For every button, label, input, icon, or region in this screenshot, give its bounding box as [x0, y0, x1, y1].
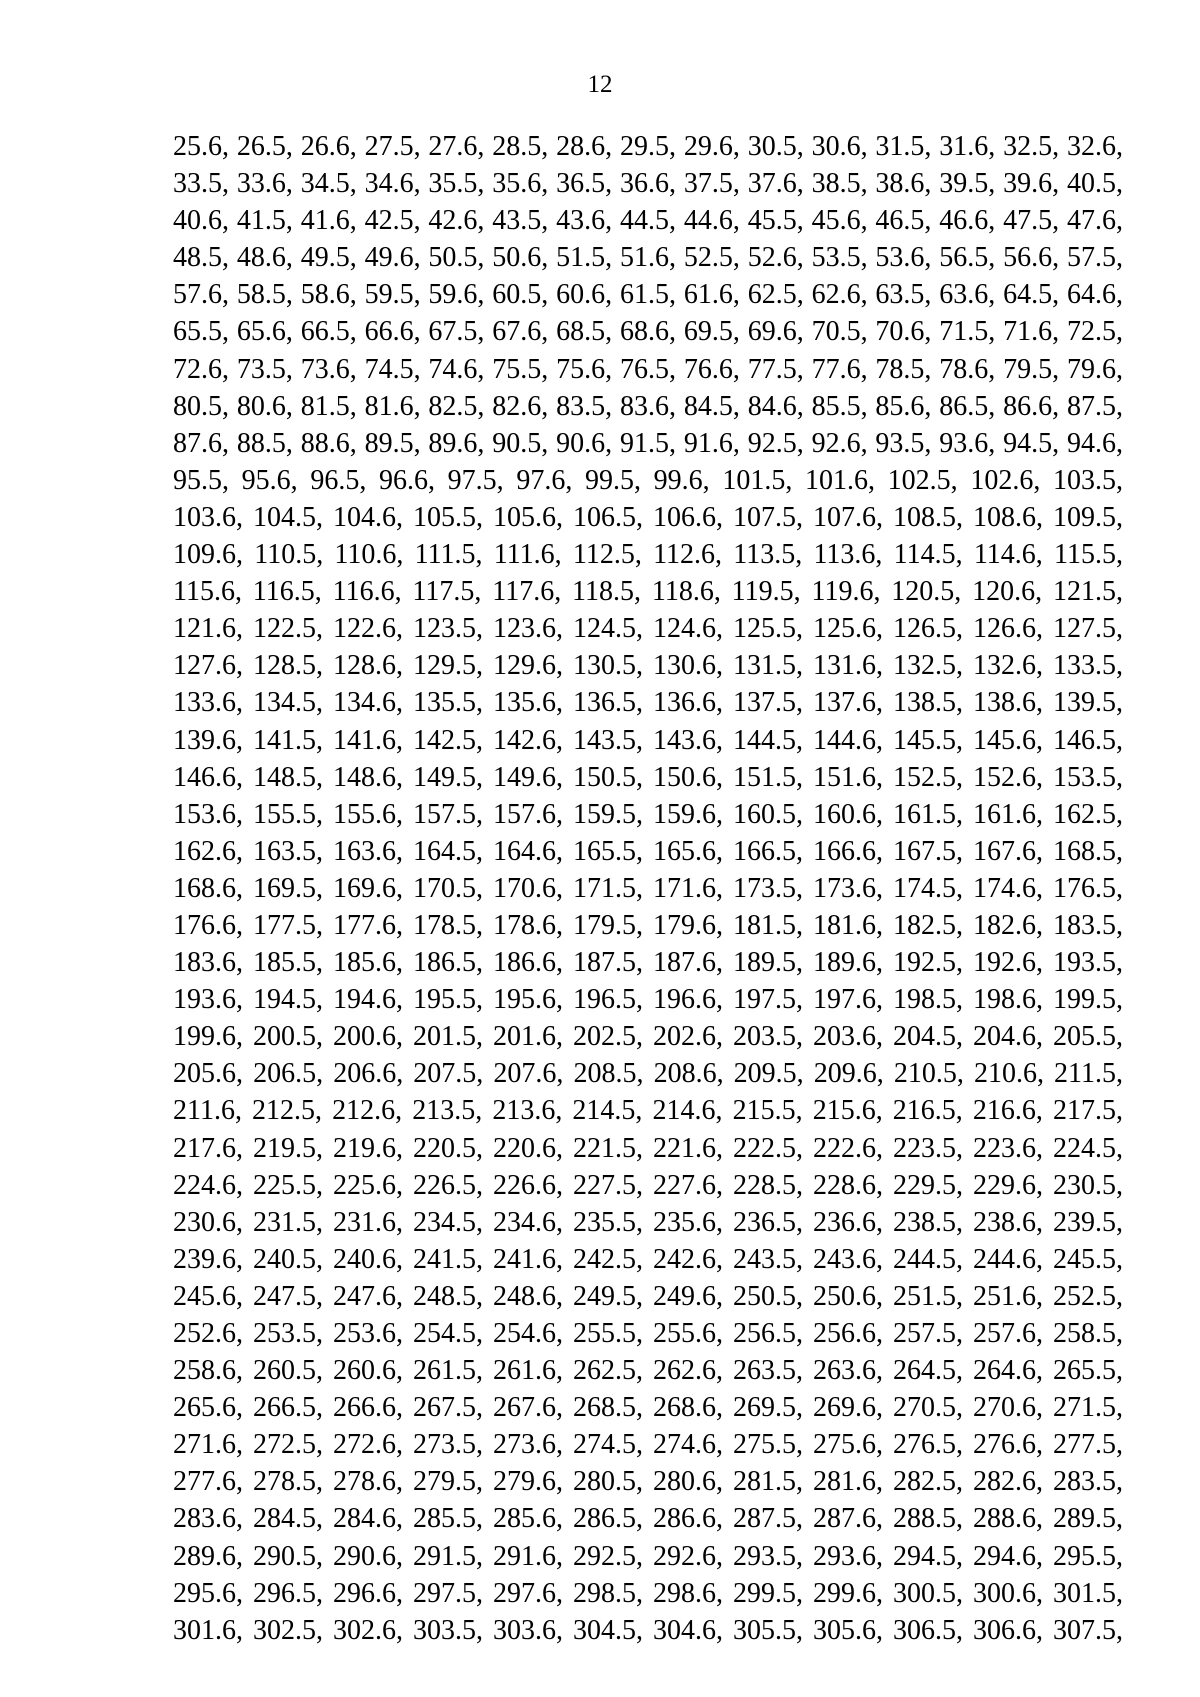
text-line: 139.6, 141.5, 141.6, 142.5, 142.6, 143.5, 143.6, 144.5, 144.6, 145.5, 145.6, 146.5,	[173, 724, 1123, 756]
text-line: 40.6, 41.5, 41.6, 42.5, 42.6, 43.5, 43.6, 44.5, 44.6, 45.5, 45.6, 46.5, 46.6, 47.5, 47.6,	[173, 205, 1123, 237]
text-line: 127.6, 128.5, 128.6, 129.5, 129.6, 130.5, 130.6, 131.5, 131.6, 132.5, 132.6, 133.5,	[173, 650, 1123, 682]
text-line: 224.6, 225.5, 225.6, 226.5, 226.6, 227.5, 227.6, 228.5, 228.6, 229.5, 229.6, 230.5,	[173, 1169, 1123, 1201]
text-line: 239.6, 240.5, 240.6, 241.5, 241.6, 242.5, 242.6, 243.5, 243.6, 244.5, 244.6, 245.5,	[173, 1243, 1123, 1275]
text-line: 193.6, 194.5, 194.6, 195.5, 195.6, 196.5, 196.6, 197.5, 197.6, 198.5, 198.6, 199.5,	[173, 984, 1123, 1016]
text-line: 133.6, 134.5, 134.6, 135.5, 135.6, 136.5, 136.6, 137.5, 137.6, 138.5, 138.6, 139.5,	[173, 687, 1123, 719]
text-line: 217.6, 219.5, 219.6, 220.5, 220.6, 221.5, 221.6, 222.5, 222.6, 223.5, 223.6, 224.5,	[173, 1132, 1123, 1164]
text-line: 230.6, 231.5, 231.6, 234.5, 234.6, 235.5, 235.6, 236.5, 236.6, 238.5, 238.6, 239.5,	[173, 1206, 1123, 1238]
number-list-text	[173, 128, 1123, 1649]
text-line: 211.6, 212.5, 212.6, 213.5, 213.6, 214.5, 214.6, 215.5, 215.6, 216.5, 216.6, 217.5,	[173, 1095, 1123, 1127]
text-line: 252.6, 253.5, 253.6, 254.5, 254.6, 255.5, 255.6, 256.5, 256.6, 257.5, 257.6, 258.5,	[173, 1318, 1123, 1349]
text-line: 162.6, 163.5, 163.6, 164.5, 164.6, 165.5, 165.6, 166.5, 166.6, 167.5, 167.6, 168.5,	[173, 835, 1123, 867]
text-line: 277.6, 278.5, 278.6, 279.5, 279.6, 280.5, 280.6, 281.5, 281.6, 282.5, 282.6, 283.5,	[173, 1466, 1123, 1498]
text-line: 258.6, 260.5, 260.6, 261.5, 261.6, 262.5, 262.6, 263.5, 263.6, 264.5, 264.6, 265.5,	[173, 1355, 1123, 1387]
text-line: 265.6, 266.5, 266.6, 267.5, 267.6, 268.5, 268.6, 269.5, 269.6, 270.5, 270.6, 271.5,	[173, 1392, 1123, 1424]
page-number: 12	[587, 71, 613, 98]
text-line: 146.6, 148.5, 148.6, 149.5, 149.6, 150.5, 150.6, 151.5, 151.6, 152.5, 152.6, 153.5,	[173, 761, 1123, 793]
text-line: 109.6, 110.5, 110.6, 111.5, 111.6, 112.5, 112.6, 113.5, 113.6, 114.5, 114.6, 115.5,	[173, 539, 1123, 571]
text-line: 65.5, 65.6, 66.5, 66.6, 67.5, 67.6, 68.5, 68.6, 69.5, 69.6, 70.5, 70.6, 71.5, 71.6, 72.5,	[173, 316, 1123, 348]
text-line: 205.6, 206.5, 206.6, 207.5, 207.6, 208.5, 208.6, 209.5, 209.6, 210.5, 210.6, 211.5,	[173, 1058, 1123, 1090]
text-line: 25.6, 26.5, 26.6, 27.5, 27.6, 28.5, 28.6, 29.5, 29.6, 30.5, 30.6, 31.5, 31.6, 32.5, 32.6,	[173, 131, 1123, 162]
text-line: 301.6, 302.5, 302.6, 303.5, 303.6, 304.5, 304.6, 305.5, 305.6, 306.5, 306.6, 307.5,	[173, 1614, 1123, 1646]
text-line: 199.6, 200.5, 200.6, 201.5, 201.6, 202.5, 202.6, 203.5, 203.6, 204.5, 204.6, 205.5,	[173, 1021, 1123, 1053]
text-line: 115.6, 116.5, 116.6, 117.5, 117.6, 118.5, 118.6, 119.5, 119.6, 120.5, 120.6, 121.5,	[173, 576, 1123, 608]
text-line: 95.5, 95.6, 96.5, 96.6, 97.5, 97.6, 99.5, 99.6, 101.5, 101.6, 102.5, 102.6, 103.5,	[173, 464, 1123, 496]
text-line: 176.6, 177.5, 177.6, 178.5, 178.6, 179.5, 179.6, 181.5, 181.6, 182.5, 182.6, 183.5,	[173, 909, 1123, 941]
text-line: 57.6, 58.5, 58.6, 59.5, 59.6, 60.5, 60.6, 61.5, 61.6, 62.5, 62.6, 63.5, 63.6, 64.5, 64.6,	[173, 279, 1123, 311]
text-line: 245.6, 247.5, 247.6, 248.5, 248.6, 249.5, 249.6, 250.5, 250.6, 251.5, 251.6, 252.5,	[173, 1280, 1123, 1312]
text-line: 87.6, 88.5, 88.6, 89.5, 89.6, 90.5, 90.6, 91.5, 91.6, 92.5, 92.6, 93.5, 93.6, 94.5, 94.6,	[173, 427, 1123, 459]
text-line: 103.6, 104.5, 104.6, 105.5, 105.6, 106.5, 106.6, 107.5, 107.6, 108.5, 108.6, 109.5,	[173, 501, 1123, 533]
text-line: 72.6, 73.5, 73.6, 74.5, 74.6, 75.5, 75.6, 76.5, 76.6, 77.5, 77.6, 78.5, 78.6, 79.5, 79.6,	[173, 353, 1123, 385]
text-line: 271.6, 272.5, 272.6, 273.5, 273.6, 274.5, 274.6, 275.5, 275.6, 276.5, 276.6, 277.5,	[173, 1429, 1123, 1461]
text-line: 183.6, 185.5, 185.6, 186.5, 186.6, 187.5, 187.6, 189.5, 189.6, 192.5, 192.6, 193.5,	[173, 947, 1123, 979]
text-line: 295.6, 296.5, 296.6, 297.5, 297.6, 298.5, 298.6, 299.5, 299.6, 300.5, 300.6, 301.5,	[173, 1577, 1123, 1609]
text-line: 289.6, 290.5, 290.6, 291.5, 291.6, 292.5, 292.6, 293.5, 293.6, 294.5, 294.6, 295.5,	[173, 1540, 1123, 1572]
text-line: 33.5, 33.6, 34.5, 34.6, 35.5, 35.6, 36.5, 36.6, 37.5, 37.6, 38.5, 38.6, 39.5, 39.6, 40.5,	[173, 168, 1123, 200]
text-line: 121.6, 122.5, 122.6, 123.5, 123.6, 124.5, 124.6, 125.5, 125.6, 126.5, 126.6, 127.5,	[173, 613, 1123, 645]
text-line: 168.6, 169.5, 169.6, 170.5, 170.6, 171.5, 171.6, 173.5, 173.6, 174.5, 174.6, 176.5,	[173, 872, 1123, 904]
text-line: 283.6, 284.5, 284.6, 285.5, 285.6, 286.5, 286.6, 287.5, 287.6, 288.5, 288.6, 289.5,	[173, 1503, 1123, 1535]
text-line: 153.6, 155.5, 155.6, 157.5, 157.6, 159.5, 159.6, 160.5, 160.6, 161.5, 161.6, 162.5,	[173, 798, 1123, 830]
text-line: 80.5, 80.6, 81.5, 81.6, 82.5, 82.6, 83.5, 83.6, 84.5, 84.6, 85.5, 85.6, 86.5, 86.6, 87.5,	[173, 390, 1123, 422]
text-line: 48.5, 48.6, 49.5, 49.6, 50.5, 50.6, 51.5, 51.6, 52.5, 52.6, 53.5, 53.6, 56.5, 56.6, 57.5,	[173, 242, 1123, 274]
